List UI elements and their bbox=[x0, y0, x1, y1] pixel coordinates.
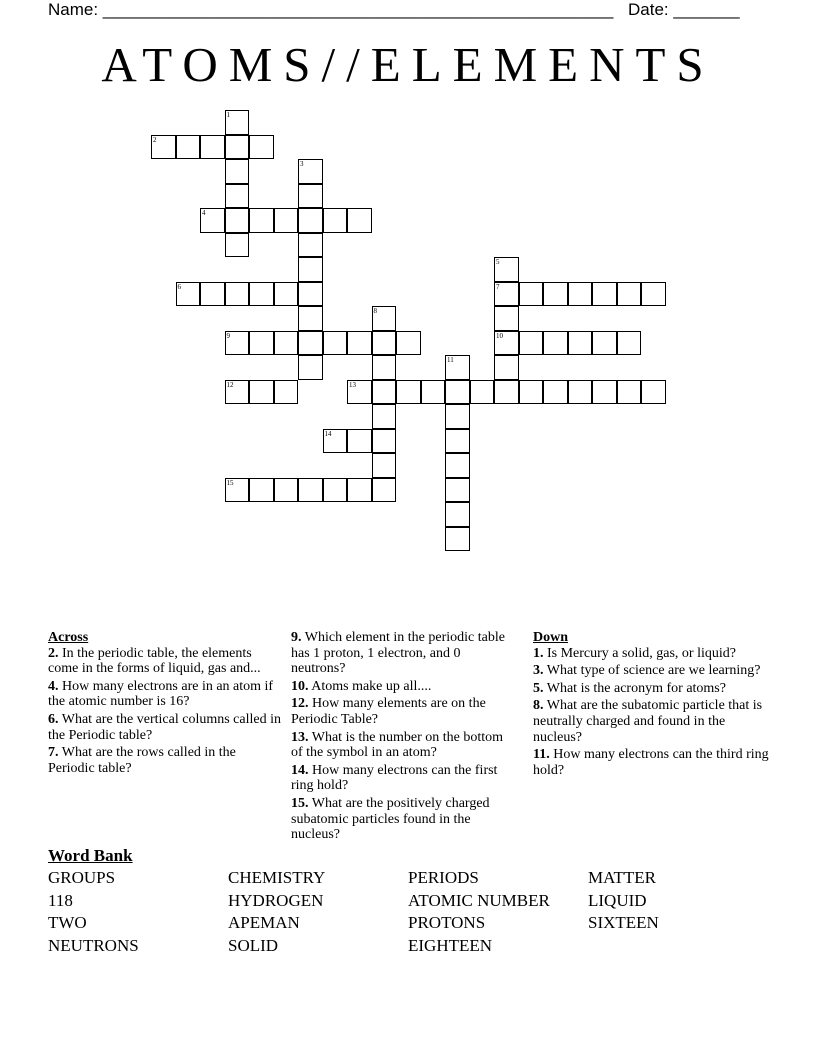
crossword-cell[interactable] bbox=[225, 208, 250, 233]
clue-across-4: 4. How many electrons are in an atom if the atomic number is 16? bbox=[48, 678, 274, 710]
crossword-cell[interactable] bbox=[519, 380, 544, 405]
across-heading: Across bbox=[48, 630, 89, 645]
crossword-cell[interactable] bbox=[176, 135, 201, 160]
crossword-cell[interactable] bbox=[347, 208, 372, 233]
clue-down-3: 3. What type of science are we learning? bbox=[533, 663, 761, 679]
word-bank-item: PERIODS bbox=[408, 868, 479, 887]
crossword-cell[interactable] bbox=[274, 208, 299, 233]
word-bank-item: HYDROGEN bbox=[228, 891, 324, 910]
crossword-cell[interactable] bbox=[298, 355, 323, 380]
clue-across-13: 13. What is the number on the bottom of the symbol in an atom? bbox=[291, 729, 504, 761]
crossword-cell[interactable] bbox=[494, 331, 519, 356]
clue-number: 10 bbox=[496, 331, 503, 340]
crossword-cell[interactable] bbox=[298, 184, 323, 209]
clue-down-5: 5. What is the acronym for atoms? bbox=[533, 680, 726, 696]
crossword-cell[interactable] bbox=[323, 208, 348, 233]
crossword-cell[interactable] bbox=[298, 257, 323, 282]
clue-down-8: 8. What are the subatomic particle that is neutrally charged and found in the nucleus? bbox=[533, 698, 763, 745]
word-bank-item: LIQUID bbox=[588, 891, 647, 910]
crossword-cell[interactable] bbox=[617, 282, 642, 307]
crossword-cell[interactable] bbox=[445, 453, 470, 478]
crossword-cell[interactable] bbox=[225, 159, 250, 184]
clue-number: 15 bbox=[226, 478, 234, 487]
crossword-cell[interactable] bbox=[543, 380, 568, 405]
word-bank-item: ATOMIC NUMBER bbox=[408, 891, 550, 910]
crossword-cell[interactable] bbox=[568, 282, 593, 307]
word-bank-item: APEMAN bbox=[228, 913, 300, 932]
crossword-cell[interactable] bbox=[421, 380, 446, 405]
crossword-cell[interactable] bbox=[298, 478, 323, 503]
clue-across-14: 14. How many electrons can the first ring hold? bbox=[291, 762, 498, 794]
crossword-cell[interactable] bbox=[494, 355, 519, 380]
crossword-cell[interactable] bbox=[323, 331, 348, 356]
word-bank-item: SOLID bbox=[228, 936, 279, 955]
crossword-cell[interactable] bbox=[225, 184, 250, 209]
crossword-cell[interactable] bbox=[372, 355, 397, 380]
crossword-cell[interactable] bbox=[249, 208, 274, 233]
crossword-cell[interactable] bbox=[617, 331, 642, 356]
clue-number: 14 bbox=[324, 429, 332, 438]
crossword-cell[interactable] bbox=[519, 331, 544, 356]
crossword-cell[interactable] bbox=[249, 135, 274, 160]
crossword-cell[interactable] bbox=[347, 331, 372, 356]
crossword-cell[interactable] bbox=[176, 282, 201, 307]
crossword-cell[interactable] bbox=[274, 331, 299, 356]
crossword-cell[interactable] bbox=[445, 404, 470, 429]
down-heading: Down bbox=[533, 630, 569, 645]
crossword-cell[interactable] bbox=[151, 135, 176, 160]
clue-down-1: 1. Is Mercury a solid, gas, or liquid? bbox=[533, 645, 736, 661]
crossword-cell[interactable] bbox=[470, 380, 495, 405]
crossword-cell[interactable] bbox=[200, 282, 225, 307]
word-bank-item: MATTER bbox=[588, 868, 656, 887]
word-bank-title: Word Bank bbox=[48, 846, 133, 865]
crossword-cell[interactable] bbox=[592, 380, 617, 405]
word-bank-item: GROUPS bbox=[48, 868, 116, 887]
crossword-cell[interactable] bbox=[494, 306, 519, 331]
crossword-cell[interactable] bbox=[225, 282, 250, 307]
clue-number: 8 bbox=[373, 307, 377, 315]
crossword-cell[interactable] bbox=[323, 478, 348, 503]
down-clues bbox=[533, 630, 769, 780]
crossword-cell[interactable] bbox=[249, 380, 274, 405]
crossword-cell[interactable] bbox=[372, 453, 397, 478]
crossword-cell[interactable] bbox=[641, 282, 666, 307]
crossword-cell[interactable] bbox=[298, 233, 323, 258]
crossword-cell[interactable] bbox=[347, 380, 372, 405]
crossword-cell[interactable] bbox=[396, 331, 421, 356]
crossword-cell[interactable] bbox=[298, 159, 323, 184]
crossword-cell[interactable] bbox=[225, 110, 250, 135]
clue-across-9: 9. Which element in the periodic table has 1 proton, 1 electron, and 0 neutrons? bbox=[291, 630, 505, 677]
name-field: Name: ______________________________________________________ bbox=[48, 0, 614, 19]
crossword-cell[interactable] bbox=[372, 404, 397, 429]
clue-number: 1 bbox=[226, 111, 230, 119]
across-clues-continued bbox=[291, 630, 517, 845]
crossword-cell[interactable] bbox=[445, 355, 470, 380]
crossword-cell[interactable] bbox=[249, 282, 274, 307]
crossword-cell[interactable] bbox=[445, 527, 470, 552]
crossword-cell[interactable] bbox=[372, 306, 397, 331]
crossword-cell[interactable] bbox=[568, 380, 593, 405]
clue-across-7: 7. What are the rows called in the Periodic table? bbox=[48, 745, 236, 776]
crossword-cell[interactable] bbox=[519, 282, 544, 307]
crossword-cell[interactable] bbox=[617, 380, 642, 405]
across-clues bbox=[48, 630, 284, 778]
clue-number: 5 bbox=[496, 258, 500, 266]
clue-across-6: 6. What are the vertical columns called in the Periodic table? bbox=[48, 711, 281, 743]
crossword-cell[interactable] bbox=[372, 478, 397, 503]
word-bank-item: CHEMISTRY bbox=[228, 868, 326, 887]
word-bank-item: NEUTRONS bbox=[48, 936, 139, 955]
clue-number: 4 bbox=[202, 209, 206, 217]
crossword-cell[interactable] bbox=[274, 380, 299, 405]
clue-number: 13 bbox=[349, 380, 356, 389]
word-bank-item: PROTONS bbox=[408, 913, 486, 932]
crossword-cell[interactable] bbox=[225, 135, 250, 160]
crossword-cell[interactable] bbox=[372, 331, 397, 356]
crossword-cell[interactable] bbox=[249, 331, 274, 356]
crossword-cell[interactable] bbox=[445, 380, 470, 405]
clue-number: 9 bbox=[226, 331, 230, 340]
crossword-cell[interactable] bbox=[494, 282, 519, 307]
crossword-cell[interactable] bbox=[225, 478, 250, 503]
crossword-cell[interactable] bbox=[274, 478, 299, 503]
worksheet-title: ATOMS//ELEMENTS bbox=[101, 37, 715, 92]
crossword-cell[interactable] bbox=[298, 282, 323, 307]
crossword-cell[interactable] bbox=[323, 429, 348, 454]
crossword-cell[interactable] bbox=[396, 380, 421, 405]
crossword-cell[interactable] bbox=[298, 331, 323, 356]
crossword-cell[interactable] bbox=[445, 429, 470, 454]
clue-number: 11 bbox=[447, 356, 454, 364]
crossword-cell[interactable] bbox=[445, 478, 470, 503]
crossword-cell[interactable] bbox=[298, 306, 323, 331]
crossword-cell[interactable] bbox=[372, 429, 397, 454]
clue-across-2: 2. In the periodic table, the elements come in the forms of liquid, gas and... bbox=[48, 645, 261, 677]
crossword-cell[interactable] bbox=[592, 331, 617, 356]
crossword-cell[interactable] bbox=[249, 478, 274, 503]
clue-across-12: 12. How many elements are on the Periodic Table? bbox=[291, 696, 486, 727]
word-bank-item: 118 bbox=[48, 891, 73, 910]
crossword-cell[interactable] bbox=[372, 380, 397, 405]
word-bank-item: EIGHTEEN bbox=[408, 936, 493, 955]
crossword-cell[interactable] bbox=[200, 135, 225, 160]
crossword-cell[interactable] bbox=[274, 282, 299, 307]
crossword-cell[interactable] bbox=[347, 429, 372, 454]
clue-number: 3 bbox=[300, 160, 304, 168]
crossword-cell[interactable] bbox=[543, 282, 568, 307]
crossword-cell[interactable] bbox=[200, 208, 225, 233]
word-bank-item: TWO bbox=[48, 913, 87, 932]
clue-down-11: 11. How many electrons can the third ring hold? bbox=[533, 747, 769, 778]
clue-number: 2 bbox=[153, 135, 157, 144]
crossword-cell[interactable] bbox=[592, 282, 617, 307]
date-field: Date: _______ bbox=[628, 0, 740, 19]
clue-across-10: 10. Atoms make up all.... bbox=[291, 678, 432, 694]
clue-across-15: 15. What are the positively charged subatomic particles found in the nucleus? bbox=[291, 795, 490, 843]
word-bank-item: SIXTEEN bbox=[588, 913, 659, 932]
crossword-cell[interactable] bbox=[494, 380, 519, 405]
crossword-cell[interactable] bbox=[543, 331, 568, 356]
crossword-cell[interactable] bbox=[225, 331, 250, 356]
crossword-cell[interactable] bbox=[641, 380, 666, 405]
crossword-cell[interactable] bbox=[225, 380, 250, 405]
crossword-cell[interactable] bbox=[445, 502, 470, 527]
clue-number: 12 bbox=[226, 380, 234, 389]
crossword-cell[interactable] bbox=[298, 208, 323, 233]
crossword-cell[interactable] bbox=[568, 331, 593, 356]
crossword-cell[interactable] bbox=[494, 257, 519, 282]
clue-number: 7 bbox=[496, 282, 500, 291]
crossword-cell[interactable] bbox=[225, 233, 250, 258]
clue-number: 6 bbox=[177, 282, 181, 291]
crossword-cell[interactable] bbox=[347, 478, 372, 503]
